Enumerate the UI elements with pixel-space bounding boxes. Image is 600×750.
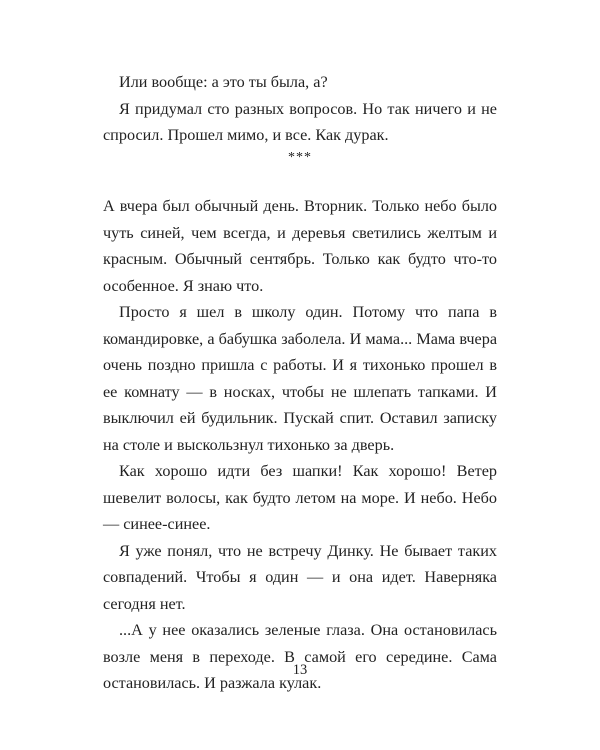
paragraph: ...А у нее оказались зеленые глаза. Она остановилась возле меня в переходе. В самой его середине. Сама остановилась. И разжала кулак. [103,621,497,692]
paragraph: Просто я шел в школу один. Потому что папа в командировке, а бабушка заболела. И мама... Мама вчера очень поздно пришла с работы. И я тихонько прошел в ее комнату — в носках, чтобы не шлепать тапками. И выключил ей будильник. Пускай спит. Оставил записку на столе и выскользнул тихонько за дверь. [103,303,497,454]
paragraph: Или вообще: а это ты была, а? [119,73,328,91]
text-block-top [103,69,497,149]
page-number: 13 [292,662,308,678]
text-block-bottom [103,193,497,697]
paragraph: Я уже понял, что не встречу Динку. Не бывает таких совпадений. Чтобы я один — и она идет. Наверняка сегодня нет. [103,541,497,613]
section-separator: *** [288,150,312,165]
paragraph: Я придумал сто разных вопросов. Но так ничего и не спросил. Прошел мимо, и все. Как дурак. [103,99,497,144]
paragraph: А вчера был обычный день. Вторник. Только небо было чуть синей, чем всегда, и деревья светились желтым и красным. Обычный сентябрь. Только как будто что-то особенное. Я знаю что. [103,197,497,295]
paragraph: Как хорошо идти без шапки! Как хорошо! Ветер шевелит волосы, как будто летом на море. И небо. Небо — синее-синее. [103,462,497,533]
